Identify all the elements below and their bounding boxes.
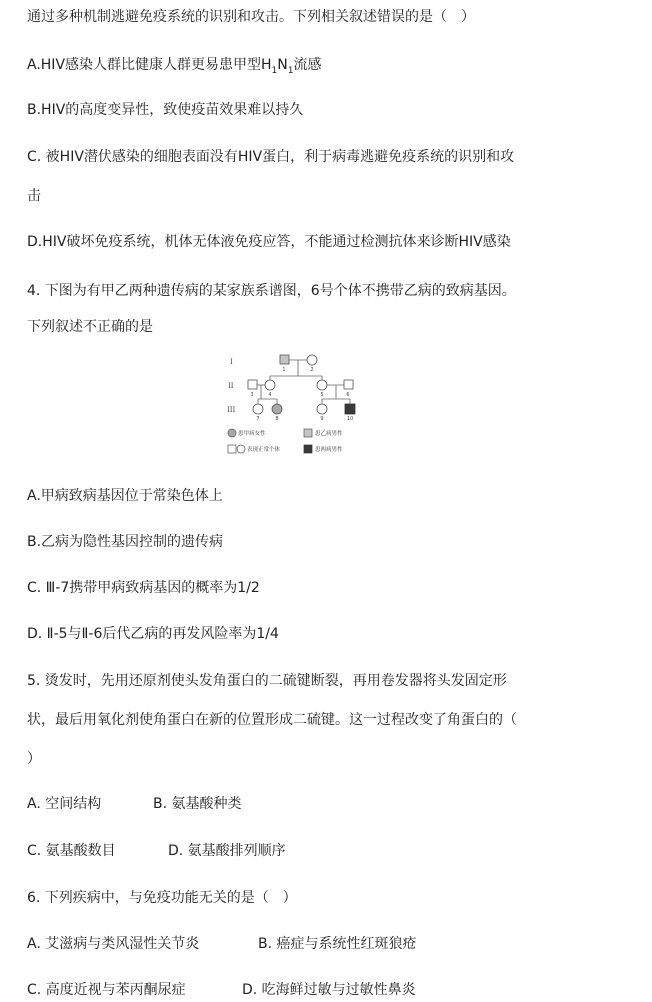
q3-option-d: D.HIV破坏免疫系统，机体无体液免疫应答，不能通过检测抗体来诊断HIV感染 — [27, 234, 511, 250]
generation-labels — [227, 358, 236, 414]
legend-swatch-both-male — [304, 445, 312, 453]
individual-8 — [272, 404, 282, 414]
q3-stem-tail: 通过多种机制逃避免疫系统的识别和攻击。下列相关叙述错误的是（ ） — [27, 9, 475, 25]
q5-option-b: B. 氨基酸种类 — [153, 796, 242, 812]
legend-normal: 表现正常个体 — [247, 447, 281, 453]
ind-num-8: 8 — [275, 416, 279, 422]
q3-option-b: B.HIV的高度变异性，致使疫苗效果难以持久 — [27, 102, 304, 118]
q5-option-c: C. 氨基酸数目 — [27, 843, 116, 859]
individual-6 — [344, 380, 353, 389]
gen-label-ii: II — [228, 382, 234, 390]
ind-num-6: 6 — [346, 392, 350, 398]
ind-num-2: 2 — [310, 367, 314, 373]
individual-10 — [345, 404, 355, 414]
q3-option-a-mid: N — [277, 57, 288, 73]
individual-4 — [265, 380, 275, 390]
individual-numbers — [250, 367, 353, 422]
individual-2 — [307, 355, 317, 365]
legend-swatch-disease-a-female — [228, 429, 236, 437]
legend-swatch-normal-male — [228, 445, 236, 453]
q6-option-c: C. 高度近视与苯丙酮尿症 — [27, 982, 186, 998]
q4-option-d: D. Ⅱ-5与Ⅱ-6后代乙病的再发风险率为1/4 — [27, 626, 279, 642]
legend-disease-b-male: 患乙病男性 — [315, 431, 343, 437]
q5-stem-line1: 5. 烫发时，先用还原剂使头发角蛋白的二硫键断裂，再用卷发器将头发固定形 — [27, 673, 507, 689]
q4-option-a: A.甲病致病基因位于常染色体上 — [27, 488, 223, 504]
ind-num-1: 1 — [282, 367, 286, 373]
q4-stem-line2: 下列叙述不正确的是 — [27, 319, 153, 335]
q6-option-a: A. 艾滋病与类风湿性关节炎 — [27, 936, 200, 952]
individual-7 — [253, 404, 263, 414]
individual-3 — [248, 380, 257, 389]
q5-option-d: D. 氨基酸排列顺序 — [168, 843, 286, 859]
q6-stem: 6. 下列疾病中，与免疫功能无关的是（ ） — [27, 890, 297, 906]
q6-option-b: B. 癌症与系统性红斑狼疮 — [258, 936, 417, 952]
gen-label-i: I — [230, 358, 233, 366]
q3-option-a-sub1: 1 — [271, 65, 278, 76]
q5-stem-line3: ） — [27, 751, 41, 767]
gen-label-iii: III — [227, 406, 236, 414]
legend-disease-a-female: 患甲病女性 — [238, 431, 266, 437]
q3-option-a-post: 流感 — [293, 57, 322, 73]
q3-option-a — [27, 56, 322, 80]
ind-num-5: 5 — [320, 392, 324, 398]
ind-num-10: 10 — [346, 416, 354, 422]
q5-options-row1 — [27, 795, 101, 813]
q6-option-d: D. 吃海鲜过敏与过敏性鼻炎 — [242, 982, 416, 998]
ind-num-3: 3 — [250, 392, 254, 398]
q3-option-a-sub2: 1 — [287, 65, 294, 76]
q3-option-c-line1: C. 被HIV潜伏感染的细胞表面没有HIV蛋白，利于病毒逃避免疫系统的识别和攻 — [27, 149, 515, 165]
q3-option-a-pre: A.HIV感染人群比健康人群更易患甲型H — [27, 57, 272, 73]
q5-option-a: A. 空间结构 — [27, 796, 102, 812]
individual-9 — [317, 404, 327, 414]
ind-num-7: 7 — [256, 416, 260, 422]
pedigree-legend — [228, 429, 343, 453]
legend-swatch-normal-female — [237, 445, 245, 453]
q4-option-b: B.乙病为隐性基因控制的遗传病 — [27, 534, 224, 550]
ind-num-4: 4 — [268, 392, 272, 398]
individual-1 — [280, 355, 289, 364]
ind-num-9: 9 — [320, 416, 324, 422]
q5-stem-line2: 状，最后用氧化剂使角蛋白在新的位置形成二硫键。这一过程改变了角蛋白的（ — [27, 712, 517, 728]
q4-option-c: C. Ⅲ-7携带甲病致病基因的概率为1/2 — [27, 580, 260, 596]
legend-swatch-disease-b-male — [304, 429, 312, 437]
pedigree-chart — [226, 349, 366, 457]
q3-option-c-line2: 击 — [27, 188, 41, 204]
legend-both-male: 患两病男性 — [315, 447, 343, 453]
individual-5 — [317, 380, 327, 390]
q4-stem-line1: 4. 下图为有甲乙两种遗传病的某家族系谱图，6号个体不携带乙病的致病基因。 — [27, 283, 516, 299]
